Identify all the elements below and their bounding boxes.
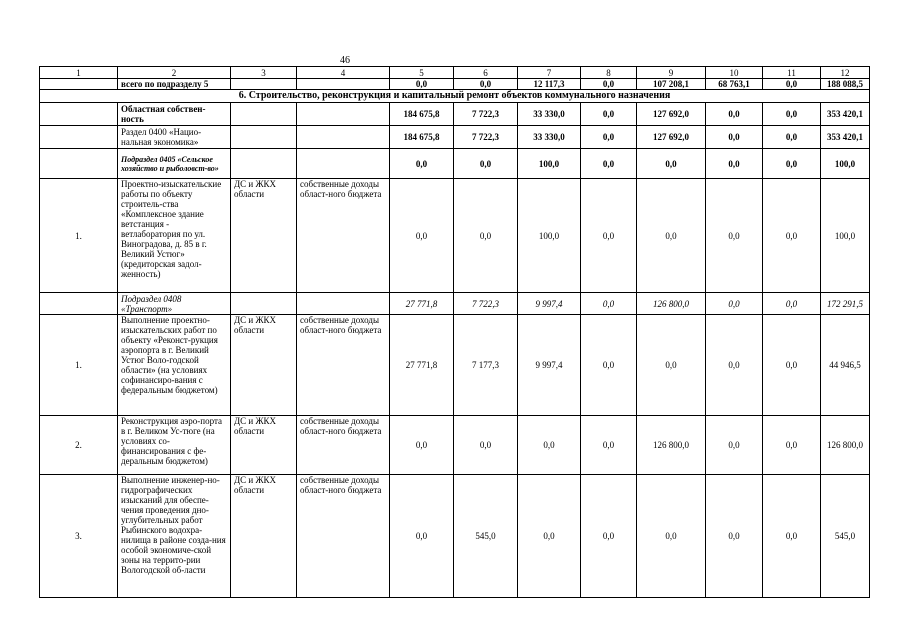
- row-number: 2.: [40, 416, 118, 475]
- value-cell: 0,0: [581, 475, 637, 598]
- value-cell: 0,0: [763, 149, 821, 179]
- table-row: [40, 475, 870, 598]
- value-cell: 0,0: [581, 103, 637, 126]
- header-cell: 11: [763, 67, 821, 79]
- value-cell: 0,0: [637, 475, 706, 598]
- subtotal-row: [40, 79, 870, 90]
- value-cell: 0,0: [581, 416, 637, 475]
- value-cell: 0,0: [518, 475, 581, 598]
- header-cell: 8: [581, 67, 637, 79]
- value-cell: 0,0: [637, 149, 706, 179]
- row-description: Выполнение инженер-но-гидрографических изысканий для обеспе-чения проведения дно-углубительных работ Рыбинского водохра-нилища в районе созда-ния особой экономиче-ской зоны на террито-рии Вологодской об-ласти: [118, 475, 231, 598]
- row-description: Подраздел 0405 «Сельское хозяйство и рыболовст-во»: [118, 149, 231, 179]
- value-cell: 0,0: [706, 416, 763, 475]
- header-cell: 2: [118, 67, 231, 79]
- value-cell: 0,0: [454, 179, 518, 293]
- value-cell: 172 291,5: [821, 293, 870, 315]
- row-executor: ДС и ЖКХ области: [231, 416, 297, 475]
- section-title: 6. Строительство, реконструкция и капитальный ремонт объектов коммунального назначения: [40, 90, 870, 103]
- value-cell: 0,0: [581, 126, 637, 149]
- value-cell: 0,0: [763, 293, 821, 315]
- value-cell: 0,0: [454, 149, 518, 179]
- header-cell: 10: [706, 67, 763, 79]
- value-cell: 353 420,1: [821, 126, 870, 149]
- value-cell: 0,0: [706, 179, 763, 293]
- row-executor: ДС и ЖКХ области: [231, 179, 297, 293]
- table-row: [40, 293, 870, 315]
- value-cell: 0,0: [581, 293, 637, 315]
- value-cell: 0,0: [454, 416, 518, 475]
- column-number-header: [40, 67, 870, 79]
- row-funding-source: собственные доходы област-ного бюджета: [297, 416, 390, 475]
- row-description: Областная собствен-ность: [118, 103, 231, 126]
- value-cell: 0,0: [390, 475, 454, 598]
- value-cell: 184 675,8: [390, 103, 454, 126]
- row-funding-source: собственные доходы област-ного бюджета: [297, 315, 390, 416]
- budget-table: [39, 66, 870, 598]
- value-cell: 0,0: [390, 79, 454, 90]
- row-funding-source: собственные доходы област-ного бюджета: [297, 179, 390, 293]
- value-cell: 107 208,1: [637, 79, 706, 90]
- value-cell: 100,0: [821, 179, 870, 293]
- value-cell: 0,0: [581, 179, 637, 293]
- value-cell: 0,0: [763, 79, 821, 90]
- row-number: 3.: [40, 475, 118, 598]
- value-cell: 0,0: [390, 416, 454, 475]
- row-description: Раздел 0400 «Нацио-нальная экономика»: [118, 126, 231, 149]
- row-description: Выполнение проектно-изыскательских работ по объекту «Реконст-рукция аэропорта в г. Великий Устюг Воло-годской области» (на условиях софинансиро-вания с федеральным бюджетом): [118, 315, 231, 416]
- header-cell: 3: [231, 67, 297, 79]
- page-number: 46: [340, 55, 350, 66]
- table-row: [40, 149, 870, 179]
- header-cell: 6: [454, 67, 518, 79]
- value-cell: 0,0: [706, 103, 763, 126]
- value-cell: 9 997,4: [518, 315, 581, 416]
- value-cell: 0,0: [637, 315, 706, 416]
- value-cell: 27 771,8: [390, 315, 454, 416]
- value-cell: 0,0: [763, 179, 821, 293]
- value-cell: 0,0: [637, 179, 706, 293]
- value-cell: 0,0: [581, 315, 637, 416]
- value-cell: 126 800,0: [637, 293, 706, 315]
- row-funding-source: собственные доходы област-ного бюджета: [297, 475, 390, 598]
- value-cell: 33 330,0: [518, 126, 581, 149]
- value-cell: 7 177,3: [454, 315, 518, 416]
- section-title-row: [40, 90, 870, 103]
- value-cell: 0,0: [706, 315, 763, 416]
- value-cell: 0,0: [581, 149, 637, 179]
- header-cell: 1: [40, 67, 118, 79]
- value-cell: 7 722,3: [454, 126, 518, 149]
- row-description: Проектно-изыскательские работы по объекту строитель-ства «Комплексное здание ветстанция - ветлаборатория по ул. Виноградова, д. 85 в г. Великий Устюг» (кредиторская задол-женность): [118, 179, 231, 293]
- value-cell: 0,0: [706, 475, 763, 598]
- value-cell: 9 997,4: [518, 293, 581, 315]
- value-cell: 126 800,0: [637, 416, 706, 475]
- value-cell: 126 800,0: [821, 416, 870, 475]
- value-cell: 100,0: [518, 179, 581, 293]
- value-cell: 33 330,0: [518, 103, 581, 126]
- value-cell: 0,0: [763, 475, 821, 598]
- value-cell: 27 771,8: [390, 293, 454, 315]
- row-executor: ДС и ЖКХ области: [231, 315, 297, 416]
- table-row: [40, 416, 870, 475]
- value-cell: 7 722,3: [454, 103, 518, 126]
- value-cell: 0,0: [390, 179, 454, 293]
- value-cell: 127 692,0: [637, 103, 706, 126]
- value-cell: 0,0: [706, 149, 763, 179]
- value-cell: 68 763,1: [706, 79, 763, 90]
- value-cell: 0,0: [581, 79, 637, 90]
- value-cell: 0,0: [763, 315, 821, 416]
- value-cell: 545,0: [821, 475, 870, 598]
- value-cell: 127 692,0: [637, 126, 706, 149]
- header-cell: 9: [637, 67, 706, 79]
- value-cell: 353 420,1: [821, 103, 870, 126]
- table-row: [40, 103, 870, 126]
- row-description: Реконструкция аэро-порта в г. Великом Ус-тюге (на условиях со-финансирования с фе-деральным бюджетом): [118, 416, 231, 475]
- value-cell: 188 088,5: [821, 79, 870, 90]
- value-cell: 0,0: [390, 149, 454, 179]
- value-cell: 44 946,5: [821, 315, 870, 416]
- header-cell: 7: [518, 67, 581, 79]
- value-cell: 184 675,8: [390, 126, 454, 149]
- value-cell: 0,0: [706, 126, 763, 149]
- subtotal-label: всего по подразделу 5: [118, 79, 231, 90]
- table-row: [40, 179, 870, 293]
- row-number: 1.: [40, 315, 118, 416]
- value-cell: 0,0: [763, 103, 821, 126]
- header-cell: 12: [821, 67, 870, 79]
- value-cell: 0,0: [454, 79, 518, 90]
- value-cell: 0,0: [706, 293, 763, 315]
- value-cell: 7 722,3: [454, 293, 518, 315]
- value-cell: 0,0: [518, 416, 581, 475]
- value-cell: 100,0: [518, 149, 581, 179]
- row-number: 1.: [40, 179, 118, 293]
- value-cell: 12 117,3: [518, 79, 581, 90]
- table-row: [40, 126, 870, 149]
- value-cell: 0,0: [763, 126, 821, 149]
- table-row: [40, 315, 870, 416]
- value-cell: 0,0: [763, 416, 821, 475]
- row-executor: ДС и ЖКХ области: [231, 475, 297, 598]
- header-cell: 5: [390, 67, 454, 79]
- row-description: Подраздел 0408 «Транспорт»: [118, 293, 231, 315]
- value-cell: 545,0: [454, 475, 518, 598]
- header-cell: 4: [297, 67, 390, 79]
- value-cell: 100,0: [821, 149, 870, 179]
